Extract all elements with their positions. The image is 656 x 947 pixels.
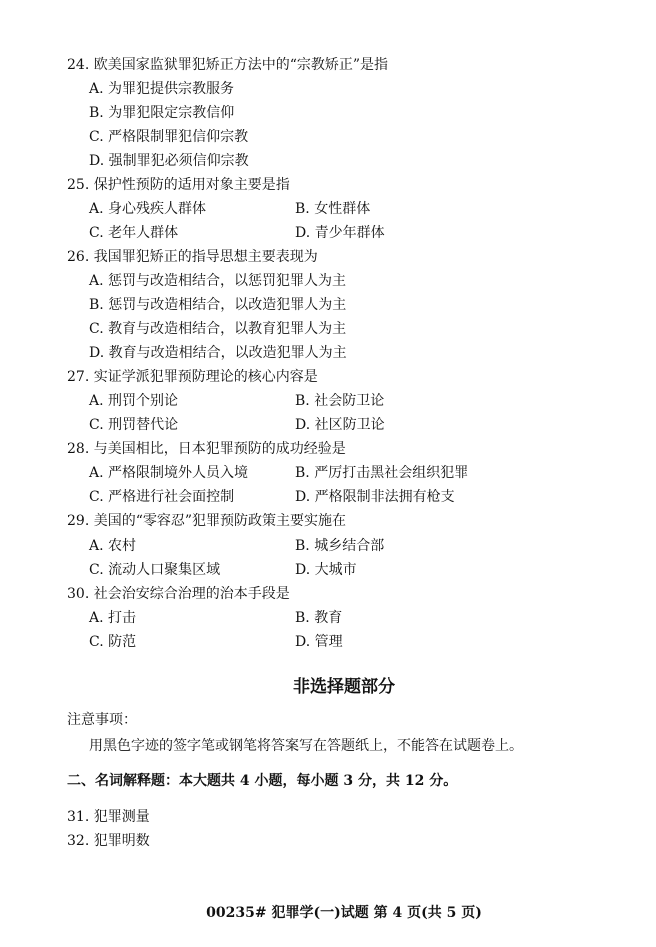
question-24-option-b: B. 为罪犯限定宗教信仰 (89, 105, 235, 121)
term-question-32: 32. 犯罪明数 (67, 833, 150, 849)
question-26-stem: 26. 我国罪犯矫正的指导思想主要表现为 (67, 249, 318, 265)
question-27-option-c: C. 刑罚替代论 (89, 417, 179, 433)
question-27-option-d: D. 社区防卫论 (295, 417, 385, 433)
question-30-option-d: D. 管理 (295, 634, 343, 650)
question-27-option-b: B. 社会防卫论 (295, 393, 385, 409)
question-25-option-a: A. 身心残疾人群体 (89, 201, 207, 217)
question-25-option-c: C. 老年人群体 (89, 225, 179, 241)
question-27-stem: 27. 实证学派犯罪预防理论的核心内容是 (67, 369, 318, 385)
question-29-option-d: D. 大城市 (295, 562, 357, 578)
question-25-stem: 25. 保护性预防的适用对象主要是指 (67, 177, 290, 193)
question-25-option-d: D. 青少年群体 (295, 225, 385, 241)
question-26-option-c: C. 教育与改造相结合，以教育犯罪人为主 (89, 321, 347, 337)
question-28-option-c: C. 严格进行社会面控制 (89, 489, 235, 505)
question-26-option-a: A. 惩罚与改造相结合，以惩罚犯罪人为主 (89, 273, 347, 289)
notice-label: 注意事项： (67, 712, 137, 728)
question-30-stem: 30. 社会治安综合治理的治本手段是 (67, 586, 290, 602)
question-24-option-c: C. 严格限制罪犯信仰宗教 (89, 129, 249, 145)
part-heading: 二、名词解释题：本大题共 4 小题，每小题 3 分，共 12 分。 (67, 773, 458, 789)
question-28-stem: 28. 与美国相比，日本犯罪预防的成功经验是 (67, 441, 346, 457)
question-26-option-d: D. 教育与改造相结合，以改造犯罪人为主 (89, 345, 347, 361)
question-30-option-b: B. 教育 (295, 610, 343, 626)
question-28-option-b: B. 严厉打击黑社会组织犯罪 (295, 465, 469, 481)
question-24-option-a: A. 为罪犯提供宗教服务 (89, 81, 235, 97)
question-25-option-b: B. 女性群体 (295, 201, 371, 217)
question-29-option-a: A. 农村 (89, 538, 137, 554)
question-29-stem: 29. 美国的“零容忍”犯罪预防政策主要实施在 (67, 513, 347, 529)
notice-text: 用黑色字迹的签字笔或钢笔将答案写在答题纸上，不能答在试题卷上。 (89, 738, 523, 754)
question-28-option-a: A. 严格限制境外人员入境 (89, 465, 249, 481)
page-footer: 00235# 犯罪学(一)试题 第 4 页(共 5 页) (206, 905, 482, 921)
question-26-option-b: B. 惩罚与改造相结合，以改造犯罪人为主 (89, 297, 347, 313)
section-title: 非选择题部分 (293, 677, 395, 697)
question-29-option-c: C. 流动人口聚集区域 (89, 562, 221, 578)
question-30-option-a: A. 打击 (89, 610, 137, 626)
question-24-option-d: D. 强制罪犯必须信仰宗教 (89, 153, 249, 169)
question-27-option-a: A. 刑罚个别论 (89, 393, 179, 409)
question-30-option-c: C. 防范 (89, 634, 137, 650)
question-24-stem: 24. 欧美国家监狱罪犯矫正方法中的“宗教矫正”是指 (67, 57, 389, 73)
term-question-31: 31. 犯罪测量 (67, 809, 150, 825)
question-28-option-d: D. 严格限制非法拥有枪支 (295, 489, 455, 505)
question-29-option-b: B. 城乡结合部 (295, 538, 385, 554)
